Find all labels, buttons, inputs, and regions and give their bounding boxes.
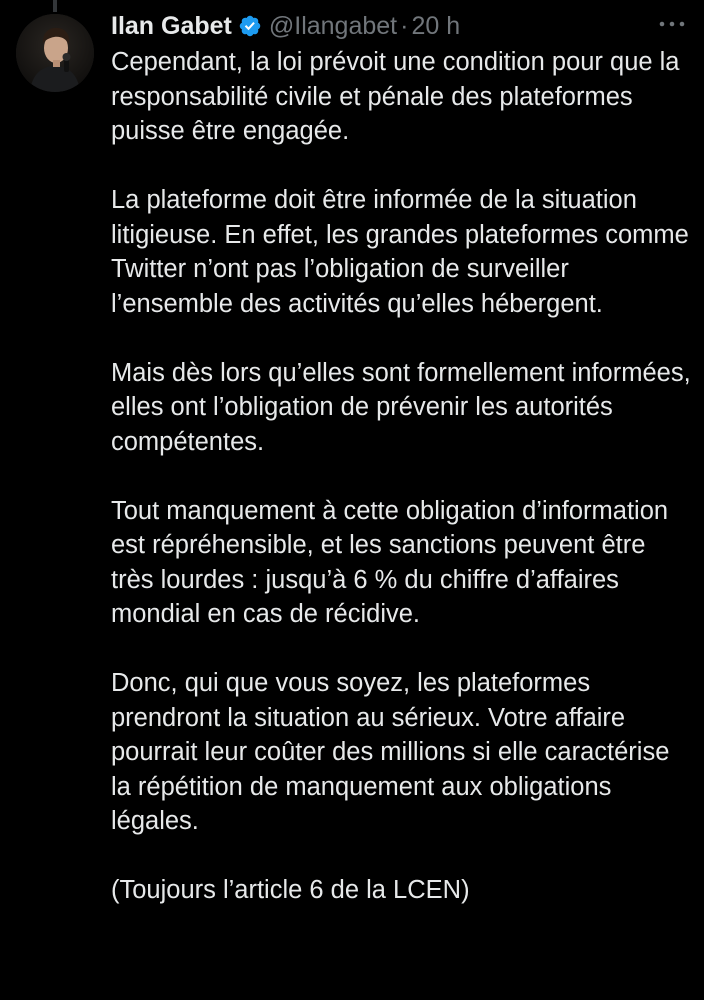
author-handle[interactable]: @Ilangabet xyxy=(268,11,398,40)
tweet-paragraph: Donc, qui que vous soyez, les plateformes prendront la situation au sérieux. Votre affaire pourrait leur coûter des millions si elle caractérise la répétition de manquement aux obligations légales. xyxy=(111,669,670,835)
tweet-timestamp[interactable]: 20 h xyxy=(411,11,461,40)
tweet-header xyxy=(111,8,688,44)
tweet-paragraph: Mais dès lors qu’elles sont formellement informées, elles ont l’obligation de prévenir les autorités compétentes. xyxy=(111,358,691,456)
avatar[interactable] xyxy=(16,14,94,92)
thread-connector-line xyxy=(53,0,57,12)
tweet-body xyxy=(111,45,691,908)
tweet-paragraph: (Toujours l’article 6 de la LCEN) xyxy=(111,876,470,904)
author-display-name[interactable]: Ilan Gabet xyxy=(111,11,232,40)
tweet-paragraph: La plateforme doit être informée de la situation litigieuse. En effet, les grandes plateformes comme Twitter n’ont pas l’obligation de surveiller l’ensemble des activités qu’elles hébergent. xyxy=(111,186,689,318)
tweet-paragraph: Tout manquement à cette obligation d’information est répréhensible, et les sanctions peuvent être très lourdes : jusqu’à 6 % du chiffre d’affaires mondial en cas de récidive. xyxy=(111,496,669,628)
tweet-paragraph: Cependant, la loi prévoit une condition pour que la responsabilité civile et pénale des plateformes puisse être engagée. xyxy=(111,48,680,145)
separator-dot: · xyxy=(400,11,409,40)
verified-badge-icon[interactable] xyxy=(238,14,262,38)
more-options-icon[interactable] xyxy=(656,14,688,34)
